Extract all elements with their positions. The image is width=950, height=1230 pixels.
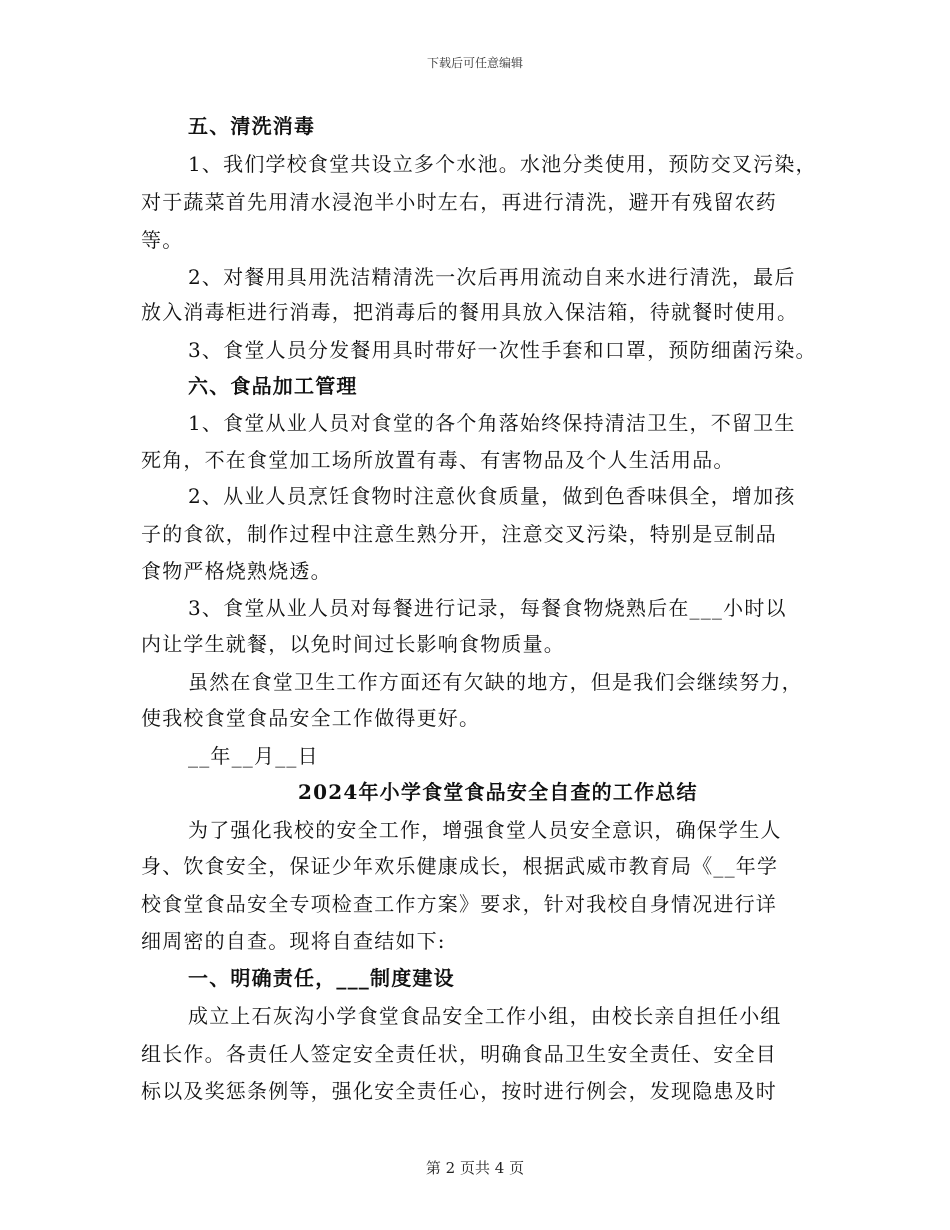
- paragraph-line: 细周密的自查。现将自查结如下:: [141, 929, 446, 953]
- section-heading-1: 一、明确责任，___制度建设: [188, 966, 455, 990]
- paragraph-line: 为了强化我校的安全工作，增强食堂人员安全意识，确保学生人: [188, 818, 782, 842]
- paragraph-line: 标以及奖惩条例等，强化安全责任心，按时进行例会，发现隐患及时: [141, 1079, 777, 1103]
- paragraph-line: 2、对餐用具用洗洁精清洗一次后再用流动自来水进行清洗，最后: [188, 265, 796, 289]
- paragraph-line: 身、饮食安全，保证少年欢乐健康成长，根据武威市教育局《__年学: [141, 854, 779, 878]
- section-heading-5: 五、清洗消毒: [188, 114, 316, 138]
- paragraph-line: 校食堂食品安全专项检查工作方案》要求，针对我校自身情况进行详: [141, 892, 777, 916]
- paragraph-line: 等。: [141, 228, 184, 252]
- paragraph-line: 死角，不在食堂加工场所放置有毒、有害物品及个人生活用品。: [141, 448, 735, 472]
- paragraph-line: 1、食堂从业人员对食堂的各个角落始终保持清洁卫生，不留卫生: [188, 411, 796, 435]
- page-header: 下载后可任意编辑: [426, 56, 523, 70]
- paragraph-line: 内让学生就餐，以免时间过长影响食物质量。: [141, 632, 565, 656]
- paragraph-line: 对于蔬菜首先用清水浸泡半小时左右，再进行清洗，避开有残留农药: [141, 190, 777, 214]
- paragraph-line: 3、食堂人员分发餐用具时带好一次性手套和口罩，预防细菌污染。: [188, 338, 817, 362]
- paragraph-line: 子的食欲，制作过程中注意生熟分开，注意交叉污染，特别是豆制品: [141, 522, 777, 546]
- paragraph-line: 成立上石灰沟小学食堂食品安全工作小组，由校长亲自担任小组: [188, 1004, 782, 1028]
- paragraph-line: 使我校食堂食品安全工作做得更好。: [141, 706, 481, 730]
- paragraph-line: 放入消毒柜进行消毒，把消毒后的餐用具放入保洁箱，待就餐时使用。: [141, 300, 799, 324]
- page-footer: 第 2 页共 4 页: [425, 1159, 525, 1177]
- paragraph-line: 食物严格烧熟烧透。: [141, 559, 332, 583]
- section-heading-6: 六、食品加工管理: [188, 374, 358, 398]
- paragraph-line: 3、食堂从业人员对每餐进行记录，每餐食物烧熟后在___小时以: [188, 596, 787, 620]
- date-line: __年__月__日: [188, 744, 319, 768]
- paragraph-line: 1、我们学校食堂共设立多个水池。水池分类使用，预防交叉污染，: [188, 152, 817, 176]
- paragraph-line: 虽然在食堂卫生工作方面还有欠缺的地方，但是我们会继续努力，: [188, 670, 803, 694]
- paragraph-line: 2、从业人员烹饪食物时注意伙食质量，做到色香味俱全，增加孩: [188, 484, 796, 508]
- paragraph-line: 组长作。各责任人签定安全责任状，明确食品卫生安全责任、安全目: [141, 1042, 777, 1066]
- document-title: 2024年小学食堂食品安全自查的工作总结: [298, 780, 698, 804]
